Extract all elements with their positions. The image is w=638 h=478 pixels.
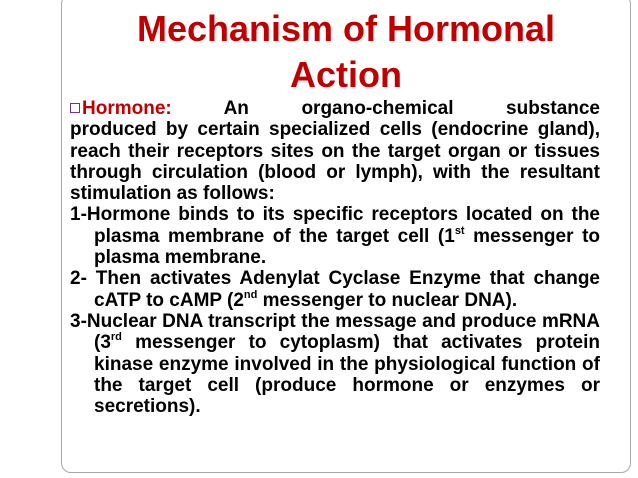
- list-item-1: [70, 204, 600, 268]
- list-item-2-text: 2- Then activates Adenylat Cyclase Enzyme that change cATP to cAMP (2: [70, 268, 600, 311]
- definition-label: Hormone:: [82, 98, 172, 119]
- slide-title-line-2: Action: [290, 54, 402, 95]
- list-item-2-text-end: messenger to nuclear DNA).: [257, 289, 518, 311]
- definition-first-line-text: An organo-chemical substance: [223, 98, 601, 119]
- list-item-1-superscript: st: [454, 224, 465, 237]
- slide-body: [70, 98, 600, 417]
- definition-first-line: [70, 98, 600, 119]
- list-item-2-superscript: nd: [243, 288, 258, 301]
- checkbox-bullet-icon: [70, 103, 80, 113]
- slide-title-line-1: Mechanism of Hormonal: [136, 8, 556, 49]
- list-item-2: [70, 268, 600, 311]
- list-item-3-text: 3-Nuclear DNA transcript the message and produce mRNA (3: [70, 310, 600, 354]
- list-item-3: [70, 311, 600, 417]
- list-item-3-superscript: rd: [110, 331, 122, 344]
- list-item-3-text-end: messenger to cytoplasm) that activates protein kinase enzyme involved in the physiological function of the target cell (produce hormone or enzymes or secretions).: [94, 332, 600, 418]
- definition-text: produced by certain specialized cells (endocrine gland), reach their receptors sites on the target organ or tissues through circulation (blood or lymph), with the resultant stimulation as follows:: [70, 119, 600, 205]
- list-item-1-text-end: messenger to plasma membrane.: [94, 225, 601, 269]
- list-item-1-text: 1-Hormone binds to its specific receptors located on the plasma membrane of the target cell (1: [70, 204, 600, 247]
